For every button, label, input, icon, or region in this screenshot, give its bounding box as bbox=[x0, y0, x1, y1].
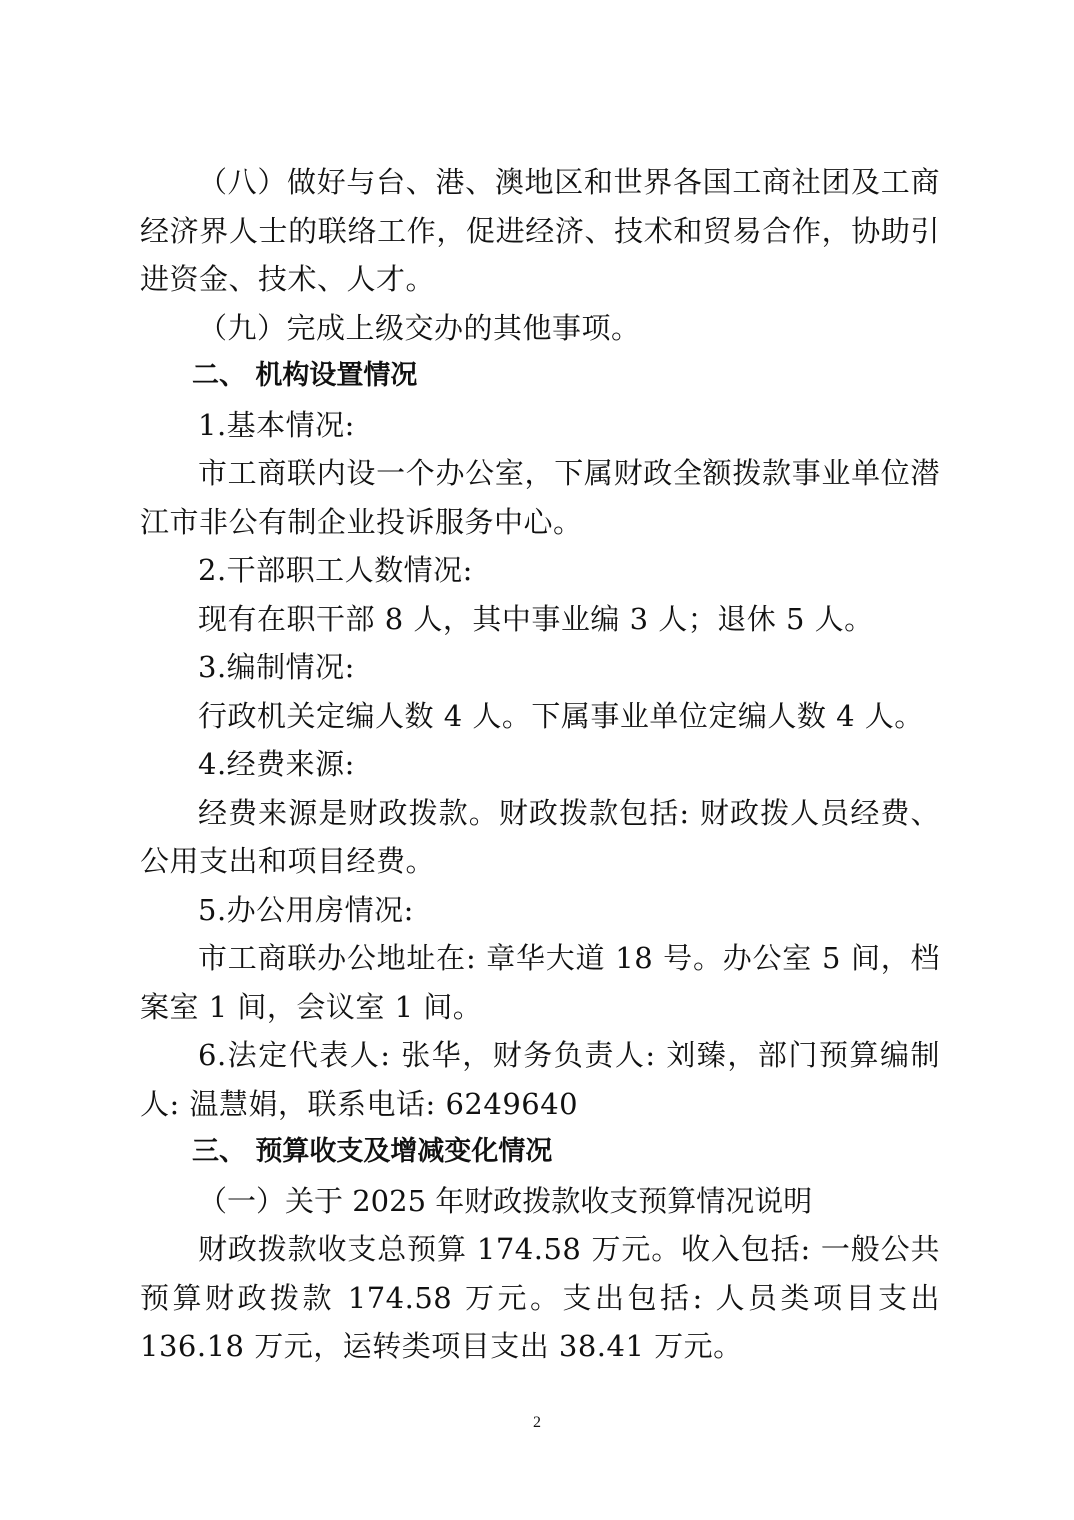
staff-count-label: 2.干部职工人数情况: bbox=[198, 553, 473, 587]
staffing-paragraph: 行政机关定编人数 4 人。下属事业单位定编人数 4 人。 bbox=[198, 698, 924, 733]
representative-contact-paragraph: 6.法定代表人: 张华，财务负责人: 刘臻，部门预算编制人: 温慧娟，联系电话: 6249640 bbox=[140, 1038, 940, 1121]
funding-source-paragraph: 经费来源是财政拨款。财政拨款包括: 财政拨人员经费、公用支出和项目经费。 bbox=[140, 795, 940, 878]
office-space-label: 5.办公用房情况: bbox=[198, 892, 414, 927]
section-heading-3: 三、 预算收支及增减变化情况 bbox=[192, 1136, 553, 1167]
staff-count-paragraph: 现有在职干部 8 人，其中事业编 3 人；退休 5 人。 bbox=[198, 601, 874, 636]
funding-source-label: 4.经费来源: bbox=[198, 747, 355, 781]
office-space-paragraph: 市工商联办公地址在: 章华大道 18 号。办公室 5 间，档案室 1 间，会议室 1 间。 bbox=[140, 941, 940, 1024]
paragraph-item-8: （八）做好与台、港、澳地区和世界各国工商社团及工商经济界人士的联络工作，促进经济、技术和贸易合作，协助引进资金、技术、人才。 bbox=[140, 165, 940, 296]
paragraph-item-9: （九）完成上级交办的其他事项。 bbox=[198, 310, 641, 345]
subsection-basic-info-label: 1.基本情况: bbox=[198, 407, 355, 442]
page-number: 2 bbox=[533, 1414, 541, 1431]
section-heading-2: 二、 机构设置情况 bbox=[192, 360, 418, 391]
document-body bbox=[140, 158, 940, 1371]
fiscal-budget-paragraph: 财政拨款收支总预算 174.58 万元。收入包括: 一般公共预算财政拨款 174.58 万元。支出包括: 人员类项目支出 136.18 万元，运转类项目支出 38.41 万元。 bbox=[140, 1232, 940, 1363]
staffing-label: 3.编制情况: bbox=[198, 650, 355, 684]
subsection-heading-fiscal-2025: （一）关于 2025 年财政拨款收支预算情况说明 bbox=[198, 1183, 813, 1218]
basic-info-paragraph: 市工商联内设一个办公室，下属财政全额拨款事业单位潜江市非公有制企业投诉服务中心。 bbox=[140, 456, 940, 539]
